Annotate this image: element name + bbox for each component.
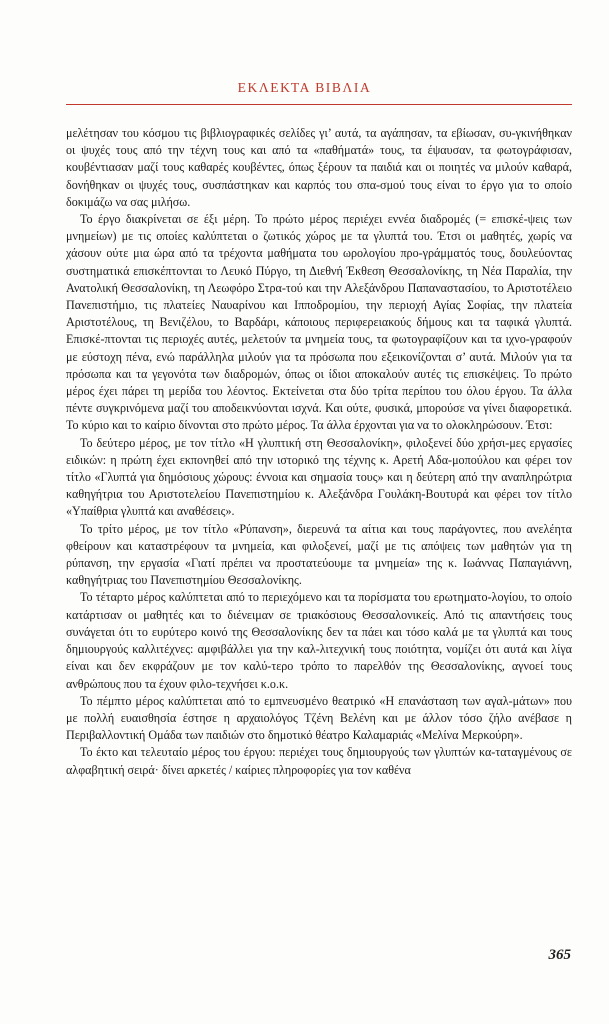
paragraph-fourth-part: Το τέταρτο μέρος καλύπτεται από το περιεχόμενο και τα πορίσματα του ερωτηματο-λογίου, το οποίο κατάρτισαν οι μαθητές και το διένειμαν σε τριακόσιους Θεσσαλονικείς. Από τις απαντήσεις τους συνάγεται ότι το ευρύτερο κοινό της Θεσσαλονίκης δεν τα πάει και τόσο καλά με τα γλυπτά και τους δημιουργούς καλλιτέχνες: αμφιβάλλει για την καλ-λιτεχνική τους ποιότητα, νομίζει ότι αυτά και λίγα είναι και δεν εκφράζουν με τον καλύ-τερο τρόπο το παρελθόν της Θεσσαλονίκης, αγνοεί τους ανθρώπους που τα έχουν φιλο-τεχνήσει κ.ο.κ.: [66, 590, 572, 691]
paragraph-continued: μελέτησαν του κόσμου τις βιβλιογραφικές σελίδες γι’ αυτά, τα αγάπησαν, τα εβίωσαν, συ-γκινήθηκαν οι ψυχές τους από την τέχνη τους και από τα «παθήματά» τους, τα έψαυσαν, τα φωτογράφισαν, κουβέντιασαν μαζί τους καθαρές κουβέντες, όπως ξέρουν τα παιδιά και οι ποιητές να μιλούν καθαρά, δονήθηκαν οι ψυχές τους, συσπάστηκαν και καρπός του σπα-σμού τους είναι το έργο για το οποίο δοκιμάζω να σας μιλήσω.: [66, 126, 572, 209]
paragraph-fifth-part: Το πέμπτο μέρος καλύπτεται από το εμπνευσμένο θεατρικό «Η επανάσταση των αγαλ-μάτων» που με πολλή ευαισθησία έστησε η αρχαιολόγος Τζένη Βελένη και με άλλον τόσο ζήλο ανέβασε η Περιβαλλοντική Ομάδα των παιδιών στο δημοτικό θέατρο Καλαμαριάς «Μελίνα Μερκούρη».: [66, 693, 572, 743]
paragraph-third-part: Το τρίτο μέρος, με τον τίτλο «Ρύπανση», διερευνά τα αίτια και τους παράγοντες, που ανελέητα φθείρουν και καταστρέφουν τα μνημεία, και φιλοξενεί, μαζί με τις απόψεις των μαθητών για τη ρύπανση, την εργασία «Γιατί πρέπει να προστατεύουμε τα μνημεία» της κ. Ιωάννας Παπαγιάννη, καθηγήτριας του Πανεπιστημίου Θεσσαλονίκης.: [66, 521, 572, 588]
paragraph-six-parts: Το έργο διακρίνεται σε έξι μέρη. Το πρώτο μέρος περιέχει εννέα διαδρομές (= επισκέ-ψεις των μνημείων) με τις οποίες καλύπτεται ο ζωτικός χώρος με τα γλυπτά του. Έτσι οι μαθητές, χωρίς να χάσουν ούτε μια ώρα από τα τρέχοντα μαθήματα του ωρολογίου προ-γράμματός τους, δουλεύοντας συστηματικά επισκέπτονται το Λευκό Πύργο, τη Διεθνή Έκθεση Θεσσαλονίκης, τη Νέα Παραλία, την Ανατολική Θεσσαλονίκη, τη Λεωφόρο Στρα-τού και την Αλεξάνδρου Παπαναστασίου, το Αριστοτέλειο Πανεπιστήμιο, τις πλατείες Ναυαρίνου και Ιπποδρομίου, την περιοχή Αγίας Σοφίας, την πλατεία Αριστοτέλους, τη Βενιζέλου, το Βαρδάρι, κάποιους περιφερειακούς δήμους και τα ταφικά γλυπτά. Επισκέ-πτονται τις περιοχές αυτές, μελετούν τα μνημεία τους, τα φωτογραφίζουν και τα ιχνο-γραφούν με εύστοχη πένα, ενώ παράλληλα μιλούν για τα πρόσωπα που εξεικονίζονται σ’ αυτά. Μιλούν για τα πρόσωπα και τα γεγονότα των διαδρομών, όπως οι ίδιοι αποκαλούν αυτές τις επισκέψεις. Το πρώτο μέρος έχει πάρει τη μερίδα του λέοντος. Εκτείνεται στα δύο τρίτα περίπου του όλου έργου. Τα άλλα πέντε συγκρινόμενα μαζί του αποδεικνύονται ισχνά. Και ούτε, φυσικά, μπορούσε να γίνει διαφορετικά. Το κύριο και το καίριο δίνονται στο πρώτο μέρος. Τα άλλα έρχονται για να το ολοκληρώσουν. Έτσι:: [66, 212, 572, 433]
paragraph-sixth-part: Το έκτο και τελευταίο μέρος του έργου: περιέχει τους δημιουργούς των γλυπτών κα-ταταγμένους σε αλφαβητική σειρά· δίνει αρκετές / καίριες πληροφορίες για τον καθένα: [66, 745, 572, 777]
page-number: 365: [548, 947, 571, 963]
running-head-title: ΕΚΛΕΚΤΑ ΒΙΒΛΙΑ: [237, 80, 372, 95]
header-rule: [66, 104, 572, 105]
paragraph-second-part: Το δεύτερο μέρος, με τον τίτλο «Η γλυπτική στη Θεσσαλονίκη», φιλοξενεί δύο χρήσι-μες εργασίες ειδικών: η πρώτη έχει εκπονηθεί από την ιστορικό της τέχνης κ. Αρετή Αδα-μοπούλου και φέρει τον τίτλο «Γλυπτά για δημόσιους χώρους: έννοια και σημασία τους» και η δεύτερη από την αναπληρώτρια καθηγήτρια του Αριστοτελείου Πανεπιστημίου κ. Αλεξάνδρα Γουλάκη-Βουτυρά και φέρει τον τίτλο «Υπαίθρια γλυπτά και αναθέσεις».: [66, 435, 572, 519]
body-text: [66, 125, 572, 779]
